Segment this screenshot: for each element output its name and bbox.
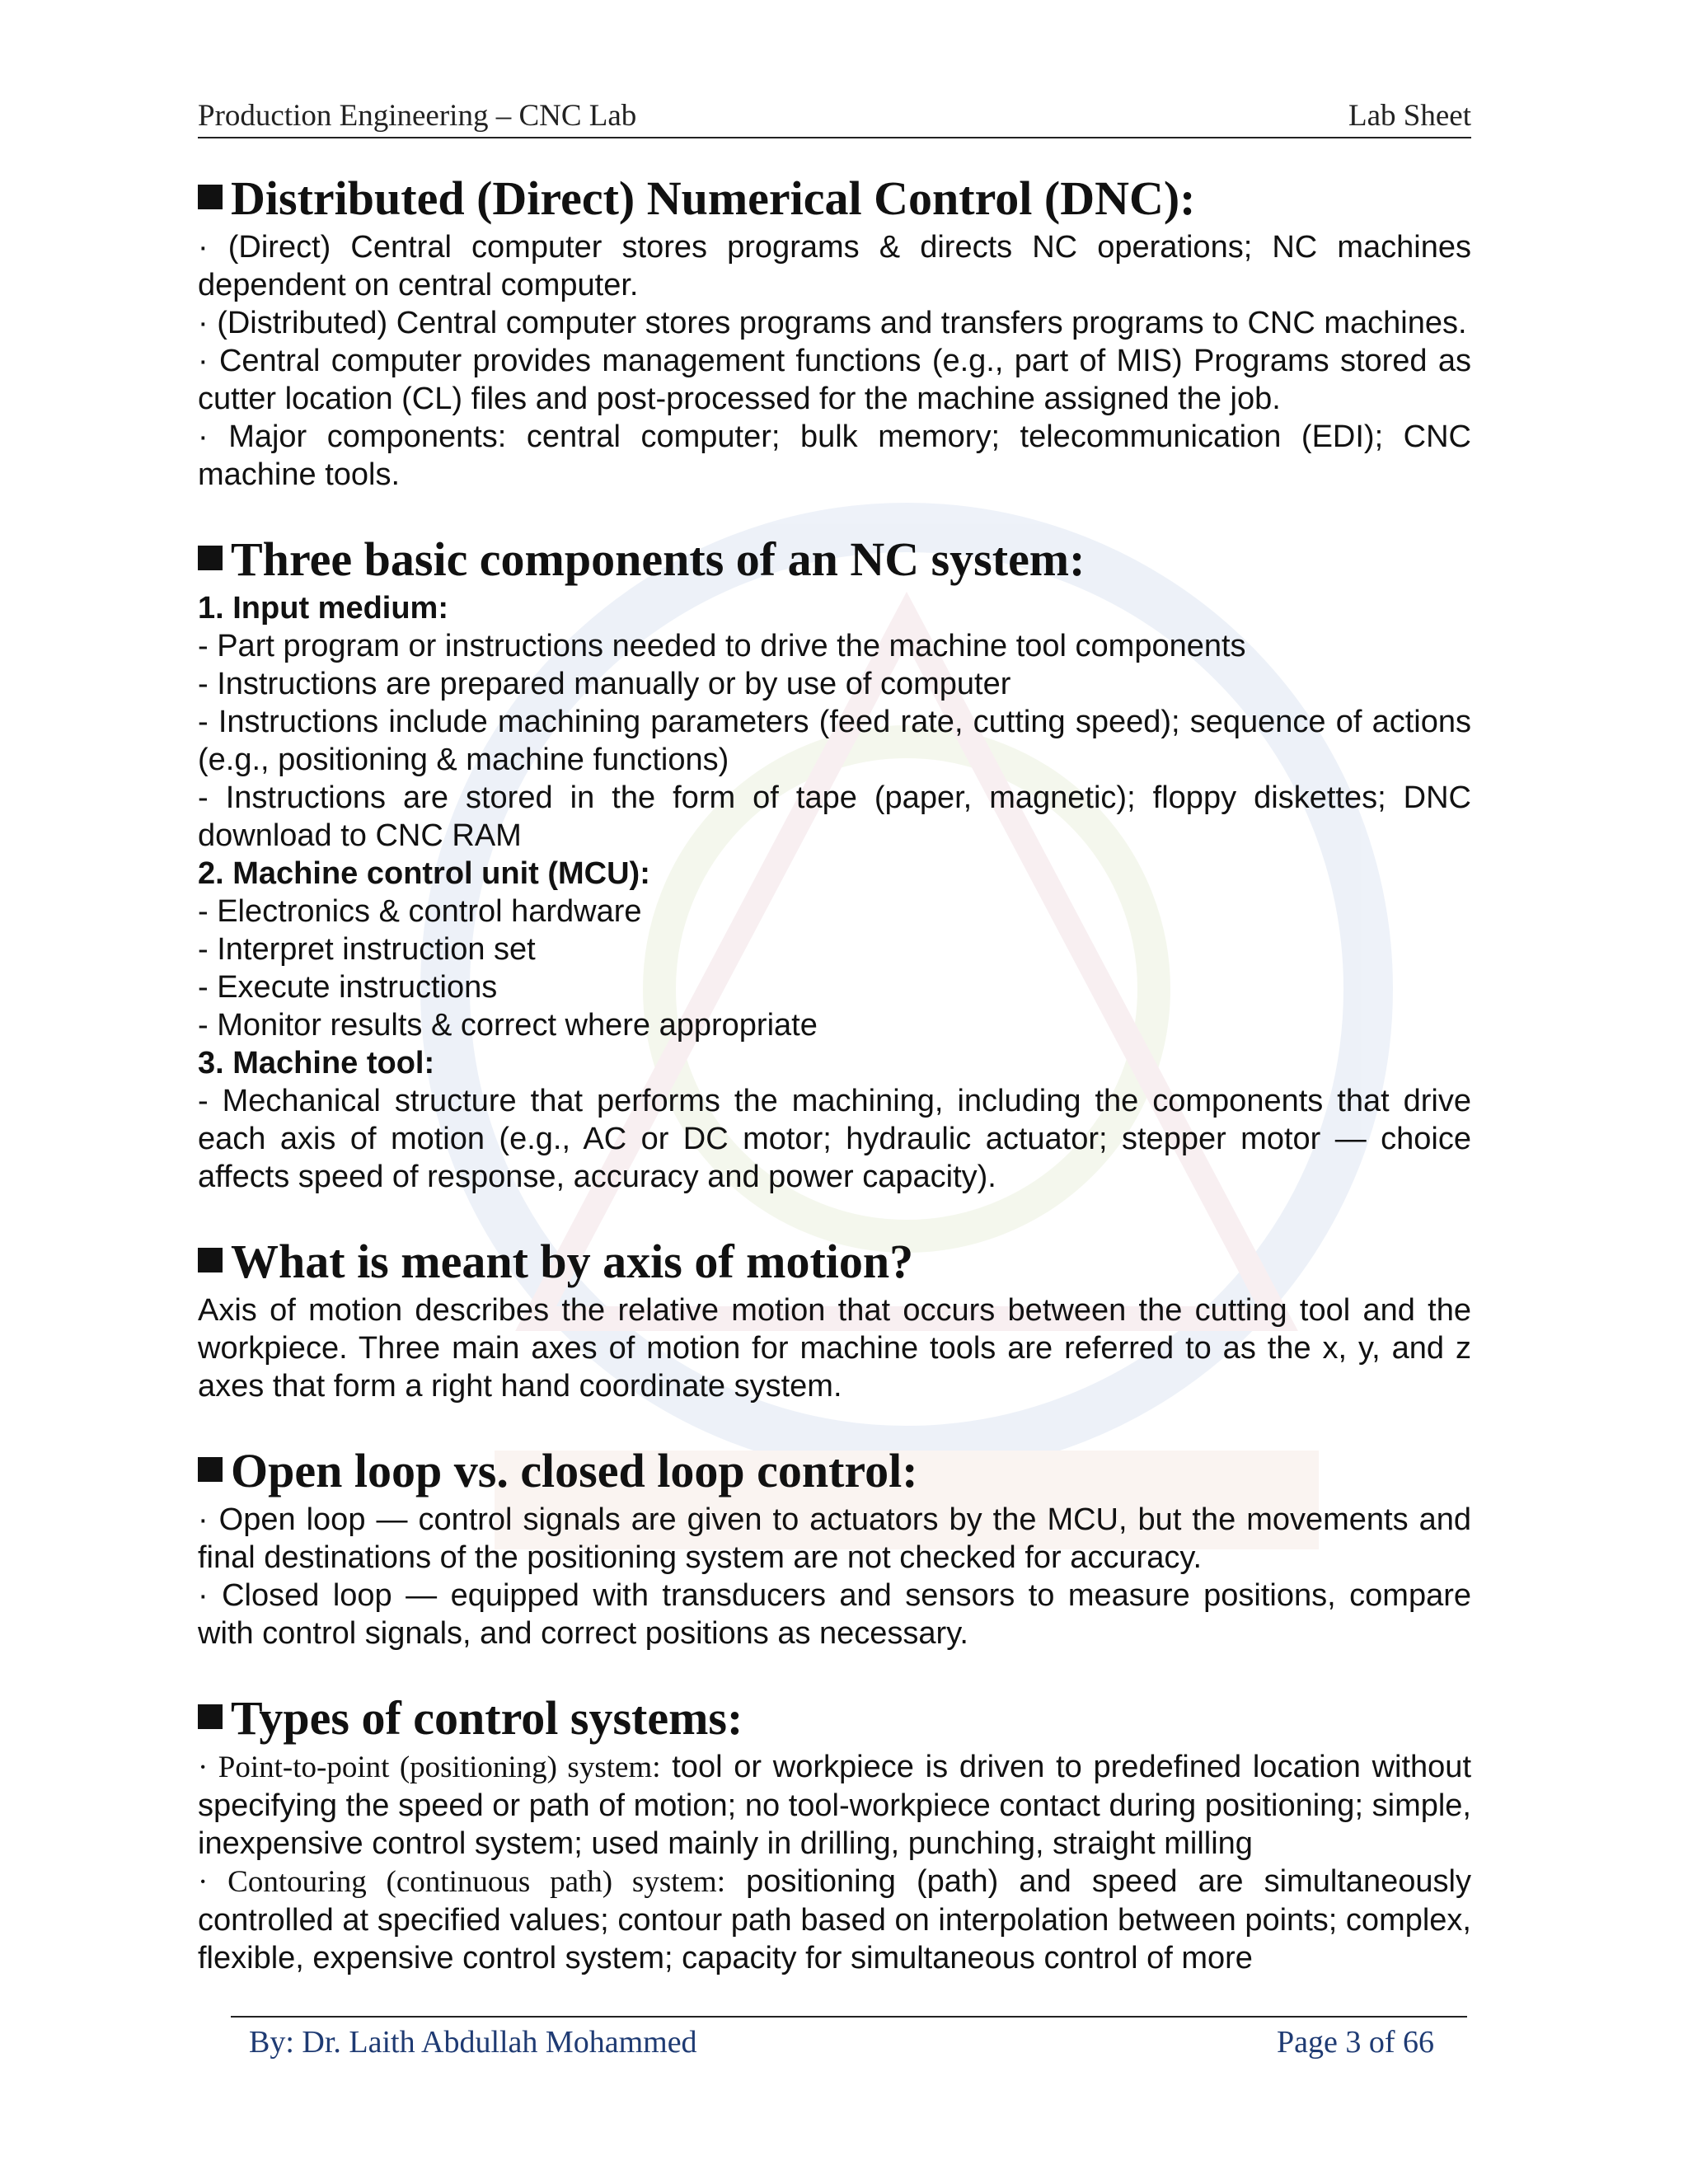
section-heading: What is meant by axis of motion? xyxy=(198,1232,1471,1291)
list-item: · Open loop — control signals are given to actuators by the MCU, but the movements and final destinations of the positioning system are not checked for accuracy. xyxy=(198,1502,1471,1575)
bullet-square-icon xyxy=(198,1704,223,1729)
section-axis xyxy=(198,1232,1471,1405)
section-heading: Types of control systems: xyxy=(198,1689,1471,1748)
list-item: - Monitor results & correct where appropriate xyxy=(198,1008,818,1043)
list-item: - Instructions are prepared manually or by use of computer xyxy=(198,667,1011,701)
section-components xyxy=(198,530,1471,1196)
list-item: · Point-to-point (positioning) system: tool or workpiece is driven to predefined location without specifying the speed or path of motion; no tool-workpiece contact during positioning; simple, inexpensive control system; used mainly in drilling, punching, straight milling xyxy=(198,1750,1471,1861)
term-label: · Point-to-point (positioning) system: xyxy=(198,1750,661,1784)
subheading-input-medium: 1. Input medium: xyxy=(198,591,448,626)
list-item: - Execute instructions xyxy=(198,970,498,1005)
list-item: - Interpret instruction set xyxy=(198,932,536,967)
term-label: · Contouring (continuous path) system: xyxy=(198,1865,725,1899)
list-item: · (Direct) Central computer stores programs & directs NC operations; NC machines dependent on central computer. xyxy=(198,230,1471,302)
bullet-square-icon xyxy=(198,1248,223,1272)
section-types xyxy=(198,1689,1471,1977)
bullet-square-icon xyxy=(198,546,223,570)
section-heading: Distributed (Direct) Numerical Control (DNC): xyxy=(198,169,1471,228)
subheading-machine-tool: 3. Machine tool: xyxy=(198,1046,435,1080)
list-item: - Instructions are stored in the form of tape (paper, magnetic); floppy diskettes; DNC download to CNC RAM xyxy=(198,780,1471,853)
section-loop xyxy=(198,1441,1471,1652)
paragraph: Axis of motion describes the relative motion that occurs between the cutting tool and the workpiece. Three main axes of motion for machine tools are referred to as the x, y, and z axes that form a right hand coordinate system. xyxy=(198,1293,1471,1404)
list-item: · Central computer provides management functions (e.g., part of MIS) Programs stored as cutter location (CL) files and post-processed for the machine assigned the job. xyxy=(198,344,1471,416)
list-item: · Contouring (continuous path) system: positioning (path) and speed are simultaneously controlled at specified values; contour path based on interpolation between points; complex, flexible, expensive control system; capacity for simultaneous control of more xyxy=(198,1864,1471,1975)
header-label: Lab Sheet xyxy=(1348,99,1471,133)
page-footer xyxy=(231,2016,1467,2067)
list-item: · Closed loop — equipped with transducers and sensors to measure positions, compare with control signals, and correct positions as necessary. xyxy=(198,1578,1471,1651)
subheading-mcu: 2. Machine control unit (MCU): xyxy=(198,856,650,891)
list-item: - Part program or instructions needed to drive the machine tool components xyxy=(198,629,1246,663)
section-heading: Open loop vs. closed loop control: xyxy=(198,1441,1471,1501)
bullet-square-icon xyxy=(198,185,223,209)
header-title: Production Engineering – CNC Lab xyxy=(198,99,637,133)
list-item: - Instructions include machining parameters (feed rate, cutting speed); sequence of actions (e.g., positioning & machine functions) xyxy=(198,705,1471,777)
list-item: - Electronics & control hardware xyxy=(198,894,642,929)
page-number: Page 3 of 66 xyxy=(1276,2025,1434,2060)
page-header xyxy=(198,97,1471,138)
list-item: · Major components: central computer; bulk memory; telecommunication (EDI); CNC machine tools. xyxy=(198,419,1471,492)
author: By: Dr. Laith Abdullah Mohammed xyxy=(249,2025,697,2060)
section-dnc xyxy=(198,169,1471,494)
section-heading: Three basic components of an NC system: xyxy=(198,530,1471,589)
list-item: - Mechanical structure that performs the machining, including the components that drive each axis of motion (e.g., AC or DC motor; hydraulic actuator; stepper motor — choice affects speed of response, accuracy and power capacity). xyxy=(198,1084,1471,1194)
page-content xyxy=(198,169,1471,2013)
bullet-square-icon xyxy=(198,1457,223,1482)
list-item: · (Distributed) Central computer stores programs and transfers programs to CNC machines. xyxy=(198,306,1467,340)
